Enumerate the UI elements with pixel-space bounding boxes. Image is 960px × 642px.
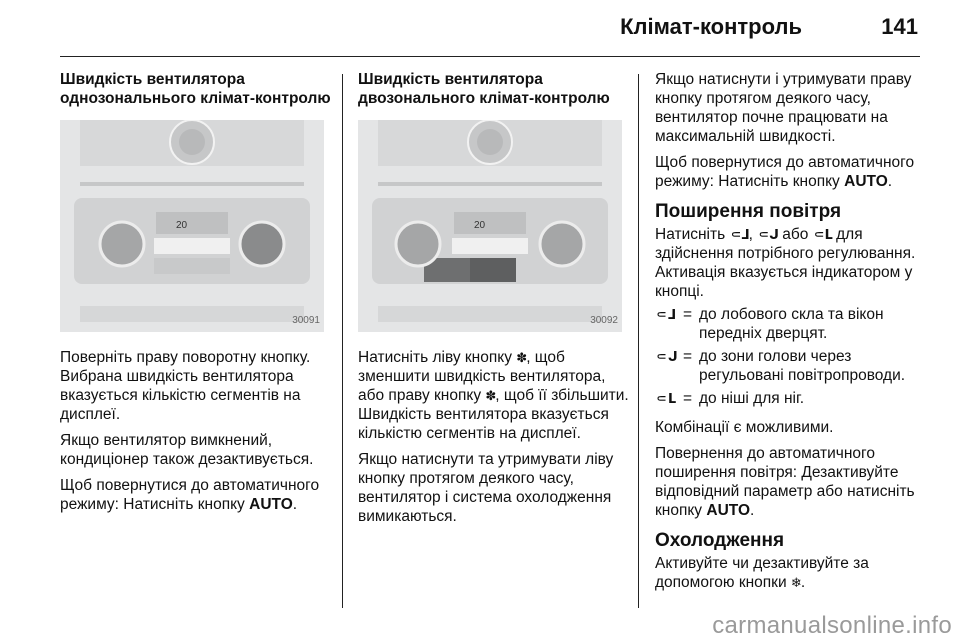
single-zone-control-photo [60,120,324,332]
header-rule [60,56,920,57]
text-segment: або [777,226,813,243]
auto-keyword: AUTO [844,173,888,190]
equals-sign: = [683,306,693,323]
air-windshield-icon: ⸦ᒧ [729,227,749,242]
list-item [655,347,925,385]
auto-text-suffix: . [292,496,298,513]
photo-display-value: 20 [176,220,188,231]
cooling-heading: Охолодження [655,530,785,551]
text-segment: . [887,173,893,190]
page-number: 141 [881,14,918,39]
watermark: carmanualsonline.info [712,612,952,639]
air-feet-icon: ⸦ᒪ [812,227,832,242]
air-distribution-heading: Поширення повітря [655,201,842,222]
auto-keyword: AUTO [249,496,293,513]
photo-code: 30092 [590,315,618,326]
text-segment: , щоб її збільшити. Швидкість вентилятора вказується кількістю сегментів на дисплеї. [358,387,629,442]
text-segment: для здійснення потрібного регулювання. Активація вказується індикатором у кнопці. [655,226,916,300]
air-feet-icon: ⸦ᒪ [655,391,677,406]
cooling-paragraph [655,554,925,592]
left-auto-paragraph [60,476,332,514]
right-paragraph-1: Якщо натиснути і утримувати праву кнопку протягом деякого часу, вентилятор почне працювати на максимальній швидкості. [655,71,912,145]
right-column [655,70,925,599]
middle-paragraph-2: Якщо натиснути та утримувати ліву кнопку протягом деякого часу, вентилятор і система охолодження вимикаються. [358,451,614,525]
photo-code: 30091 [292,315,320,326]
list-item [655,389,925,408]
list-item [655,305,925,343]
dual-zone-fan-heading: Швидкість вентилятора двозонального клімат-контролю [358,71,610,107]
text-segment: Натисніть ліву кнопку [358,349,517,366]
fan-decrease-icon: ✽ [516,350,527,365]
photo-display-value: 20 [474,220,486,231]
column-divider-2 [638,74,639,608]
middle-column [358,70,630,533]
dual-zone-control-photo [358,120,622,332]
text-segment: Щоб повернутися до автоматичного режиму: Натисніть кнопку [655,154,915,190]
text-segment: Повернення до автоматичного поширення повітря: Дезактивуйте відповідний параметр або натисніть кнопку [655,445,915,519]
air-distribution-list [655,305,925,408]
right-auto-paragraph [655,153,925,191]
auto-keyword: AUTO [706,502,751,519]
restore-paragraph [655,444,925,520]
text-segment: . [800,574,806,591]
text-segment: Натисніть [655,226,730,243]
left-paragraph-2: Якщо вентилятор вимкнений, кондиціонер також дезактивується. [60,432,314,468]
left-paragraph-1: Поверніть праву поворотну кнопку. Вибрана швидкість вентилятора вказується кількістю сегментів на дисплеї. [60,349,311,423]
fan-increase-icon: ✽ [485,388,496,403]
text-segment: , щоб зменшити швидкість вентилятора, або праву кнопку [358,349,606,404]
combinations-paragraph: Комбінації є можливими. [655,419,834,436]
single-zone-fan-heading: Швидкість вентилятора однозональнього клімат-контролю [60,71,331,107]
text-segment: Активуйте чи дезактивуйте за допомогою кнопки [655,555,869,591]
list-item-text: до ніші для ніг. [699,390,805,407]
auto-text-prefix: Щоб повернутися до автоматичного режиму: Натисніть кнопку [60,477,320,513]
snowflake-icon: ❄ [790,575,801,590]
equals-sign: = [683,348,693,365]
text-segment: , [748,226,758,243]
equals-sign: = [683,390,693,407]
air-head-icon: ⸦ᒍ [757,227,778,242]
left-column [60,70,332,521]
air-head-icon: ⸦ᒍ [655,349,678,364]
column-divider-1 [342,74,343,608]
middle-paragraph-1 [358,348,630,443]
page-header-title: Клімат-контроль [620,14,802,39]
list-item-text: до лобового скла та вікон передніх дверцят. [699,306,884,342]
air-distribution-paragraph [655,225,925,301]
air-windshield-icon: ⸦ᒧ [655,307,677,322]
list-item-text: до зони голови через регульовані повітропроводи. [699,348,906,384]
text-segment: . [750,502,755,519]
